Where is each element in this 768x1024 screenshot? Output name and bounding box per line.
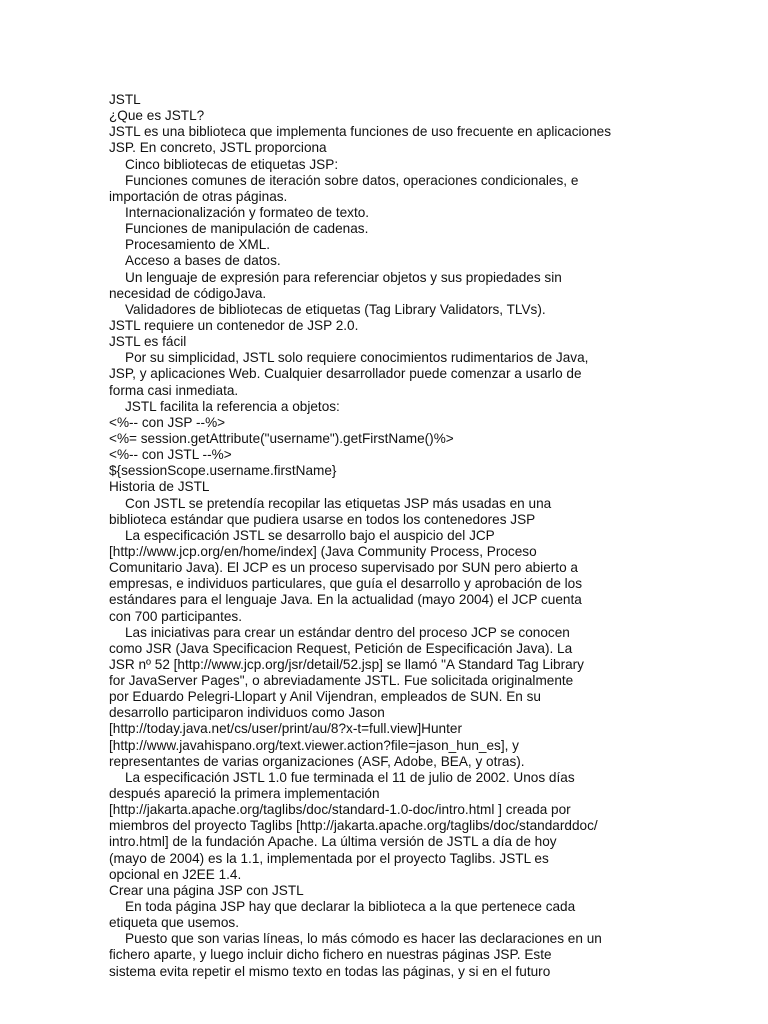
text-line: Comunitario Java). El JCP es un proceso supervisado por SUN pero abierto a [109, 560, 578, 576]
text-line: biblioteca estándar que pudiera usarse en todos los contenedores JSP [109, 511, 536, 527]
text-line: necesidad de códigoJava. [109, 285, 267, 301]
text-line: importación de otras páginas. [109, 188, 288, 204]
text-line: Acceso a bases de datos. [125, 253, 281, 269]
text-line: Funciones comunes de iteración sobre datos, operaciones condicionales, e [125, 172, 579, 188]
text-line: empresas, e individuos particulares, que guía el desarrollo y aprobación de los [109, 576, 583, 592]
text-line: [http://www.jcp.org/en/home/index] (Java Community Process, Proceso [109, 543, 537, 559]
text-line: La especificación JSTL 1.0 fue terminada el 11 de julio de 2002. Unos días [125, 769, 575, 785]
text-line: como JSR (Java Specificacion Request, Petición de Especificación Java). La [109, 640, 573, 656]
text-line: [http://jakarta.apache.org/taglibs/doc/standard-1.0-doc/intro.html ] creada por [109, 802, 571, 818]
text-line: con 700 participantes. [109, 608, 243, 624]
text-line: Puesto que son varias líneas, lo más cómodo es hacer las declaraciones en un [125, 931, 602, 947]
text-line: JSTL requiere un contenedor de JSP 2.0. [109, 317, 359, 333]
text-line: <%-- con JSP --%> [109, 414, 226, 430]
text-line: Cinco bibliotecas de etiquetas JSP: [125, 156, 339, 172]
text-line: Crear una página JSP con JSTL [109, 882, 304, 898]
text-line: (mayo de 2004) es la 1.1, implementada por el proyecto Taglibs. JSTL es [109, 850, 549, 866]
text-line: después apareció la primera implementación [109, 786, 380, 802]
text-line: Con JSTL se pretendía recopilar las etiquetas JSP más usadas en una [125, 495, 552, 511]
text-line: Internacionalización y formateo de texto. [125, 204, 370, 220]
text-line: fichero aparte, y luego incluir dicho fichero en nuestras páginas JSP. Este [109, 947, 552, 963]
text-line: forma casi inmediata. [109, 382, 239, 398]
text-line: representantes de varias organizaciones (ASF, Adobe, BEA, y otras). [109, 753, 525, 769]
text-line: Por su simplicidad, JSTL solo requiere conocimientos rudimentarios de Java, [125, 350, 589, 366]
text-line: JSP. En concreto, JSTL proporciona [109, 140, 327, 156]
text-line: Procesamiento de XML. [125, 237, 271, 253]
text-line: Funciones de manipulación de cadenas. [125, 221, 369, 237]
text-line: JSTL [109, 92, 141, 107]
text-line: for JavaServer Pages", o abreviadamente JSTL. Fue solicitada originalmente [109, 673, 574, 689]
text-line: <%= session.getAttribute("username").getFirstName()%> [109, 430, 454, 446]
text-line: intro.html] de la fundación Apache. La última versión de JSTL a día de hoy [109, 834, 557, 850]
text-line: [http://today.java.net/cs/user/print/au/8?x-t=full.view]Hunter [109, 721, 462, 737]
text-line: Validadores de bibliotecas de etiquetas (Tag Library Validators, TLVs). [125, 301, 546, 317]
document-body [109, 92, 649, 980]
text-line: JSP, y aplicaciones Web. Cualquier desarrollador puede comenzar a usarlo de [109, 366, 582, 382]
text-line: desarrollo participaron individuos como Jason [109, 705, 385, 721]
text-line: etiqueta que usemos. [109, 915, 239, 931]
text-line: ¿Que es JSTL? [109, 108, 205, 124]
text-line: ${sessionScope.username.firstName} [109, 463, 337, 479]
text-line: miembros del proyecto Taglibs [http://jakarta.apache.org/taglibs/doc/standarddoc/ [109, 818, 598, 834]
text-line: Un lenguaje de expresión para referenciar objetos y sus propiedades sin [125, 269, 562, 285]
text-line: La especificación JSTL se desarrollo bajo el auspicio del JCP [125, 527, 495, 543]
text-line: JSR nº 52 [http://www.jcp.org/jsr/detail/52.jsp] se llamó "A Standard Tag Library [109, 656, 584, 672]
text-line: JSTL es una biblioteca que implementa funciones de uso frecuente en aplicaciones [109, 124, 612, 140]
text-line: JSTL es fácil [109, 334, 187, 350]
text-line: Historia de JSTL [109, 479, 210, 495]
text-line: sistema evita repetir el mismo texto en todas las páginas, y si en el futuro [109, 963, 551, 979]
text-line: opcional en J2EE 1.4. [109, 866, 242, 882]
text-line: <%-- con JSTL --%> [109, 447, 232, 463]
text-line: estándares para el lenguaje Java. En la actualidad (mayo 2004) el JCP cuenta [109, 592, 582, 608]
text-line: JSTL facilita la referencia a objetos: [125, 398, 340, 414]
text-line: por Eduardo Pelegri-Llopart y Anil Vijendran, empleados de SUN. En su [109, 689, 541, 705]
text-line: Las iniciativas para crear un estándar dentro del proceso JCP se conocen [125, 624, 570, 640]
text-line: [http://www.javahispano.org/text.viewer.action?file=jason_hun_es], y [109, 737, 519, 753]
text-line: En toda página JSP hay que declarar la biblioteca a la que pertenece cada [125, 899, 576, 915]
